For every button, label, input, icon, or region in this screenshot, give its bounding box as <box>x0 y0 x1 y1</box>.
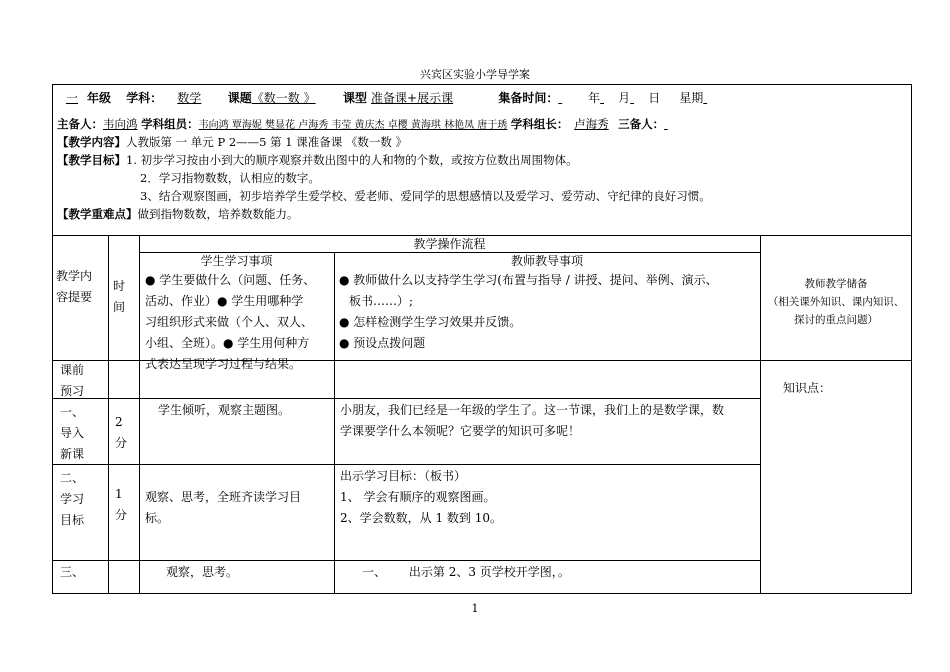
main-preparer-label: 主备人： <box>57 117 103 131</box>
flow-title: 教学操作流程 <box>413 237 486 251</box>
time-week: 星期 <box>679 91 704 105</box>
row-intro-student: 学生倾听，观察主题图。 <box>158 403 291 417</box>
key-points-line <box>57 206 299 222</box>
col-divider-teacher <box>334 252 335 594</box>
key-points-value: 做到指物数数，培养数数能力。 <box>137 207 299 221</box>
row-goals-time: 1 分 <box>115 487 128 522</box>
time-label: 集备时间： <box>498 91 559 105</box>
content-line <box>57 134 407 150</box>
content-label: 【教学内容】 <box>57 135 126 149</box>
row-intro-teacher: 小朋友，我们已经是一年级的学生了。这一节课，我们上的是数学课，数 学课要学什么本领呢？它要学的知识可多呢！ <box>340 403 725 438</box>
reserve-column-header: 教师教学储备 （相关课外知识、课内知识、 探讨的重点问题） <box>760 275 912 329</box>
col-header-time: 时 间 <box>113 279 126 314</box>
col-header-content: 教学内 容提要 <box>56 269 93 304</box>
leader-label: 学科组长： <box>510 117 569 131</box>
row-three-name: 三、 <box>60 565 85 579</box>
grade-value: 一 <box>65 91 78 105</box>
teacher-column-desc: ● 教师做什么以支持学生学习(布置与指导 / 讲授、提问、举例、演示、 板书……）; ● 怎样检测学生学习效果并反馈。 ● 预设点拨问题 <box>339 273 718 350</box>
subject-label: 学科： <box>126 91 163 105</box>
row-goals-name: 二、 学习 目标 <box>60 471 85 527</box>
row-preview-name: 课前 预习 <box>60 363 85 398</box>
page-number: 1 <box>471 602 479 615</box>
content-value: 人教版第 一 单元 P 2——5 第 1 课准备课 《数一数 》 <box>126 135 408 149</box>
row-goals-student: 观察、思考，全班齐读学习目 标。 <box>145 490 302 525</box>
key-points-label: 【教学重难点】 <box>57 207 138 221</box>
time-year: 年 <box>588 91 601 105</box>
third-preparer-label: 三备人： <box>618 117 665 131</box>
subject-value: 数学 <box>177 91 202 105</box>
document-title: 兴宾区实验小学导学案 <box>420 68 530 81</box>
row-intro-name: 一、 导入 新课 <box>60 405 85 461</box>
knowledge-point-label: 知识点： <box>783 381 832 395</box>
type-label: 课型 <box>343 91 368 105</box>
prep-line <box>57 116 698 132</box>
members-value: 韦向鸿 覃海妮 樊显花 卢海秀 韦莹 黄庆杰 卓樱 黄海琪 林艳凤 唐于琇 <box>198 120 508 131</box>
student-column-desc: ● 学生要做什么（问题、任务、 活动、作业）● 学生用哪种学 习组织形式来做（个人、双人、 小组、全班）。● 学生用何种方 式表达呈现学习过程与结果。 <box>145 273 316 371</box>
col-divider-time <box>108 235 109 594</box>
row-three-student: 观察，思考。 <box>166 565 239 579</box>
type-value: 准备课+展示课 <box>371 91 454 105</box>
members-label: 学科组员： <box>141 117 199 131</box>
grade-label: 年级 <box>87 91 112 105</box>
row-intro-time: 2 分 <box>115 415 128 450</box>
goal-1: 1. 初步学习按由小到大的顺序观察并数出图中的人和物的个数，或按方位数出周围物体。 <box>126 153 578 167</box>
goal-2: 2．学习指物数数，认相应的数字。 <box>140 171 320 185</box>
row-divider-3 <box>52 560 760 561</box>
goals-line <box>57 152 578 168</box>
reserve-title: 教师教学储备 <box>804 278 868 290</box>
student-column-title: 学生学习事项 <box>200 254 273 268</box>
teacher-column-title: 教师教导事项 <box>510 254 583 268</box>
time-month: 月 <box>618 91 631 105</box>
goal-3: 3、结合观察图画，初步培养学生爱学校、爱老师、爱同学的思想感情以及爱学习、爱劳动、守纪律的良好习惯。 <box>140 189 711 203</box>
topic-value: 《数一数 》 <box>251 91 316 105</box>
row-three-teacher: 一、 出示第 2、3 页学校开学图，。 <box>362 565 570 579</box>
topic-label: 课题 <box>227 91 252 105</box>
leader-value: 卢海秀 <box>574 117 609 131</box>
row-goals-teacher: 出示学习目标：（板书） 1、 学会有顺序的观察图画。 2、学会数数，从 1 数到 10。 <box>340 469 502 525</box>
header-line <box>57 89 725 106</box>
goals-label: 【教学目标】 <box>57 153 126 167</box>
time-day: 日 <box>648 91 661 105</box>
main-preparer-value: 韦向鸿 <box>103 117 138 131</box>
row-divider-2 <box>52 464 760 465</box>
col-divider-student <box>139 235 140 594</box>
row-divider-1 <box>52 398 760 399</box>
